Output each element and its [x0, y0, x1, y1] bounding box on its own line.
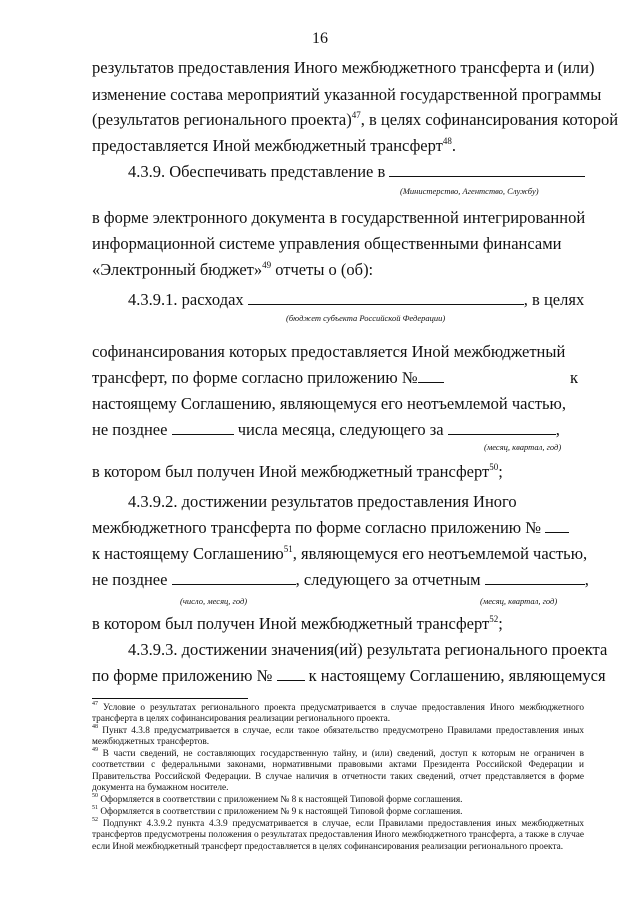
text-line: в котором был получен Иной межбюджетный трансферт$^{52}$; [92, 613, 503, 633]
text-line: изменение состава мероприятий указанной государственной программы [92, 85, 602, 104]
blank-line [248, 290, 524, 305]
blank-line [172, 570, 296, 585]
footnote: $^{49}$ В части сведений, не составляющих государственную тайну, и (или) сведений, доступ к которым не ограничен в соответствии с федеральными законами, нормативными правовыми актами Президента Российской Федерации и Правительства Российской Федерации. В случае наличия в отчетности таких сведений, отчет представляется в форме документа на бумажном носителе. [92, 746, 584, 793]
text-line: к настоящему Соглашению$^{51}$, являющемуся его неотъемлемой частью, [92, 543, 588, 563]
footnote-ref: 51 [283, 543, 293, 554]
footnote-ref: 52 [489, 613, 499, 624]
text-line: результатов предоставления Иного межбюджетного трансферта и (или) [92, 58, 595, 77]
text-line: трансферт, по форме согласно приложению № к [92, 368, 578, 387]
text-line: в форме электронного документа в государственной интегрированной [92, 208, 586, 227]
text-line: предоставляется Иной межбюджетный трансферт$^{48}$. [92, 135, 456, 155]
footnote-ref: 50 [489, 461, 499, 472]
text-line: не позднее числа месяца, следующего за , [92, 420, 560, 439]
footnote-ref: 47 [351, 109, 361, 120]
field-caption: (Министерство, Агентство, Службу) [400, 186, 539, 196]
text-line: настоящему Соглашению, являющемуся его неотъемлемой частью, [92, 394, 567, 413]
footnote: $^{52}$ Подпункт 4.3.9.2 пункта 4.3.9 предусматривается в случае, если Правилами предоставления иных межбюджетных трансфертов предусмотрены положения о результатах предоставления Иного межбюджетного трансферта, а также в случае если Иной межбюджетный трансферт предоставляется в целях софинансирования реализации регионального проекта. [92, 816, 584, 852]
text-line: не позднее , следующего за отчетным , [92, 570, 589, 589]
blank-line [418, 368, 444, 383]
field-caption: (бюджет субъекта Российской Федерации) [286, 313, 446, 323]
blank-line [277, 666, 305, 681]
text-line: «Электронный бюджет»$^{49}$ отчеты о (об): [92, 259, 374, 279]
footnote-ref: 49 [262, 259, 272, 270]
blank-line [485, 570, 585, 585]
footnote-separator [92, 698, 248, 699]
field-caption: (месяц, квартал, год) [484, 442, 562, 452]
footnote: $^{51}$ Оформляется в соответствии с приложением № 9 к настоящей Типовой форме соглашения. [92, 804, 463, 817]
footnote: $^{50}$ Оформляется в соответствии с приложением № 8 к настоящей Типовой форме соглашения. [92, 792, 463, 805]
text-line: межбюджетного трансферта по форме согласно приложению № [92, 518, 578, 538]
page-number: 16 [312, 30, 328, 47]
field-caption: (число, месяц, год) [180, 596, 248, 606]
clause-4-3-9-2: 4.3.9.2. достижении результатов предоставления Иного [128, 492, 517, 511]
footnote: $^{48}$ Пункт 4.3.8 предусматривается в случае, если такое обязательство предусмотрено Правилами предоставления иных межбюджетных трансфертов. [92, 723, 584, 748]
field-caption: (месяц, квартал, год) [480, 596, 558, 606]
clause-4-3-9-3: 4.3.9.3. достижении значения(ий) результата регионального проекта [128, 640, 608, 659]
footnote: $^{47}$ Условие о результатах регионального проекта предусматривается в случае предоставления Иного межбюджетного трансферта в целях софинансирования реализации регионального проекта. [92, 700, 584, 725]
blank-line [545, 518, 569, 533]
text-line: (результатов регионального проекта)$^{47}$, в целях софинансирования которой [92, 109, 619, 129]
text-line: информационной системе управления общественными финансами [92, 234, 562, 253]
text-line: по форме приложению № к настоящему Соглашению, являющемуся [92, 666, 606, 685]
footnote-ref: 48 [442, 135, 452, 146]
blank-line [448, 420, 556, 435]
clause-4-3-9: 4.3.9. Обеспечивать представление в [128, 162, 578, 182]
blank-line [389, 162, 585, 177]
clause-4-3-9-1: 4.3.9.1. расходах , в целях [128, 290, 585, 309]
blank-line [172, 420, 234, 435]
text-line: софинансирования которых предоставляется Иной межбюджетный [92, 342, 566, 361]
text-line: в котором был получен Иной межбюджетный трансферт$^{50}$; [92, 461, 503, 481]
